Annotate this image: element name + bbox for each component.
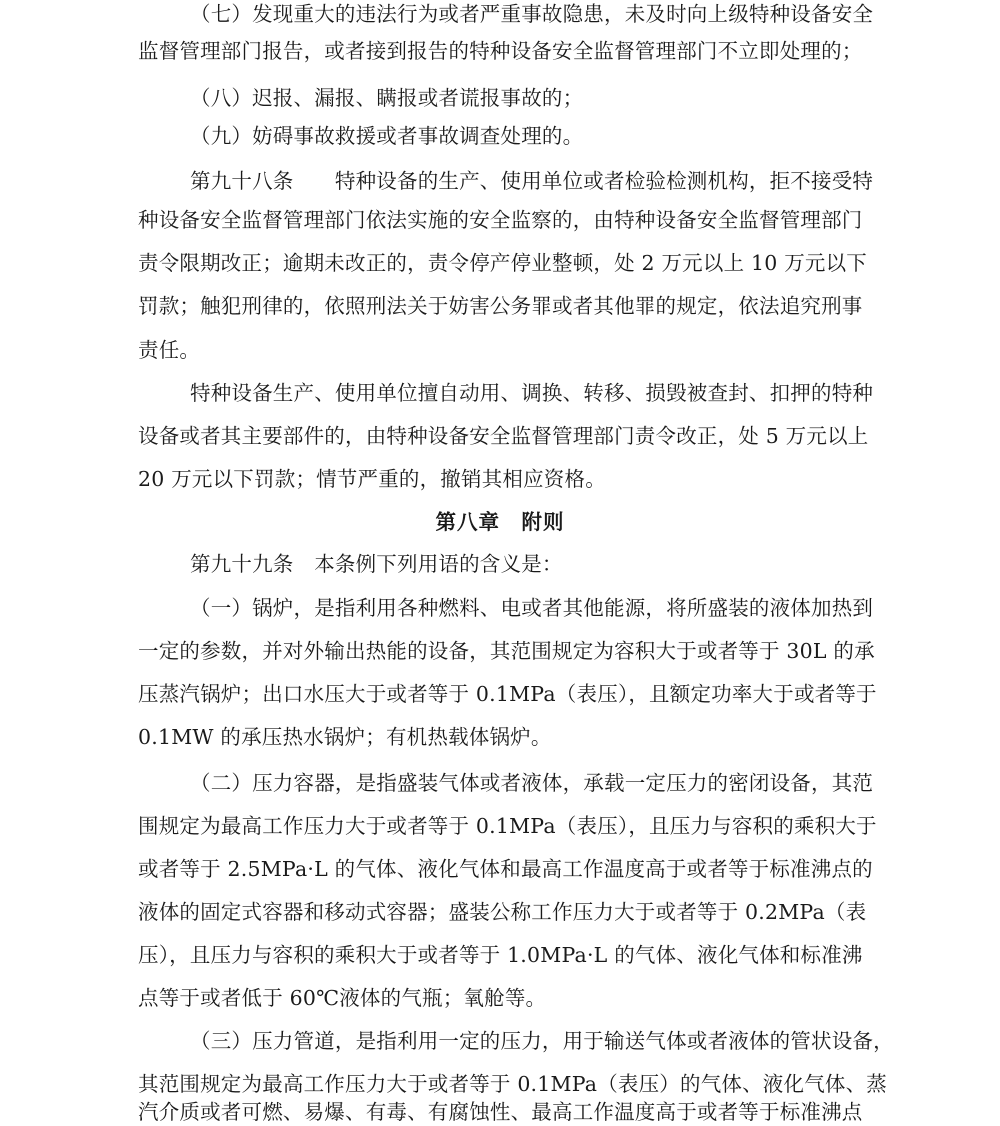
text-line: 液体的固定式容器和移动式容器；盛装公称工作压力大于或者等于 0.2MPa（表 — [138, 900, 867, 924]
text-line: 特种设备生产、使用单位擅自动用、调换、转移、损毁被查封、扣押的特种 — [190, 381, 874, 405]
text-line: 责任。 — [138, 338, 201, 362]
text-line: （一）锅炉，是指利用各种燃料、电或者其他能源，将所盛装的液体加热到 — [190, 596, 874, 620]
text-line: 20 万元以下罚款；情节严重的，撤销其相应资格。 — [138, 467, 606, 491]
text-line: 设备或者其主要部件的，由特种设备安全监督管理部门责令改正，处 5 万元以上 — [138, 424, 869, 448]
text-line: 监督管理部门报告，或者接到报告的特种设备安全监督管理部门不立即处理的； — [138, 39, 863, 63]
text-line: （八）迟报、漏报、瞒报或者谎报事故的； — [190, 86, 584, 110]
text-line: 一定的参数，并对外输出热能的设备，其范围规定为容积大于或者等于 30L 的承 — [138, 639, 875, 663]
text-line: 0.1MW 的承压热水锅炉；有机热载体锅炉。 — [138, 725, 552, 749]
text-line: 其范围规定为最高工作压力大于或者等于 0.1MPa（表压）的气体、液化气体、蒸 — [138, 1072, 888, 1096]
text-line: 或者等于 2.5MPa·L 的气体、液化气体和最高工作温度高于或者等于标准沸点的 — [138, 857, 873, 881]
text-line: 点等于或者低于 60℃液体的气瓶；氧舱等。 — [138, 986, 547, 1010]
text-line: （七）发现重大的违法行为或者严重事故隐患，未及时向上级特种设备安全 — [190, 2, 874, 26]
chapter-heading: 第八章 附则 — [435, 510, 565, 534]
text-line: 汽介质或者可燃、易爆、有毒、有腐蚀性、最高工作温度高于或者等于标准沸点 — [138, 1100, 863, 1124]
text-line: 种设备安全监督管理部门依法实施的安全监察的，由特种设备安全监督管理部门 — [138, 208, 863, 232]
article-99-line: 第九十九条 本条例下列用语的含义是： — [190, 552, 563, 576]
article-98-line: 第九十八条 特种设备的生产、使用单位或者检验检测机构，拒不接受特 — [190, 169, 874, 193]
text-line: 压蒸汽锅炉；出口水压大于或者等于 0.1MPa（表压），且额定功率大于或者等于 — [138, 682, 877, 706]
text-line: （二）压力容器，是指盛装气体或者液体，承载一定压力的密闭设备，其范 — [190, 771, 874, 795]
text-line: 围规定为最高工作压力大于或者等于 0.1MPa（表压），且压力与容积的乘积大于 — [138, 814, 877, 838]
text-line: 责令限期改正；逾期未改正的，责令停产停业整顿，处 2 万元以上 10 万元以下 — [138, 251, 867, 275]
text-line: 压），且压力与容积的乘积大于或者等于 1.0MPa·L 的气体、液化气体和标准沸 — [138, 943, 863, 967]
text-line: （三）压力管道，是指利用一定的压力，用于输送气体或者液体的管状设备， — [190, 1029, 894, 1053]
text-line: 罚款；触犯刑律的，依照刑法关于妨害公务罪或者其他罪的规定，依法追究刑事 — [138, 294, 863, 318]
text-line: （九）妨碍事故救援或者事故调查处理的。 — [190, 124, 584, 148]
